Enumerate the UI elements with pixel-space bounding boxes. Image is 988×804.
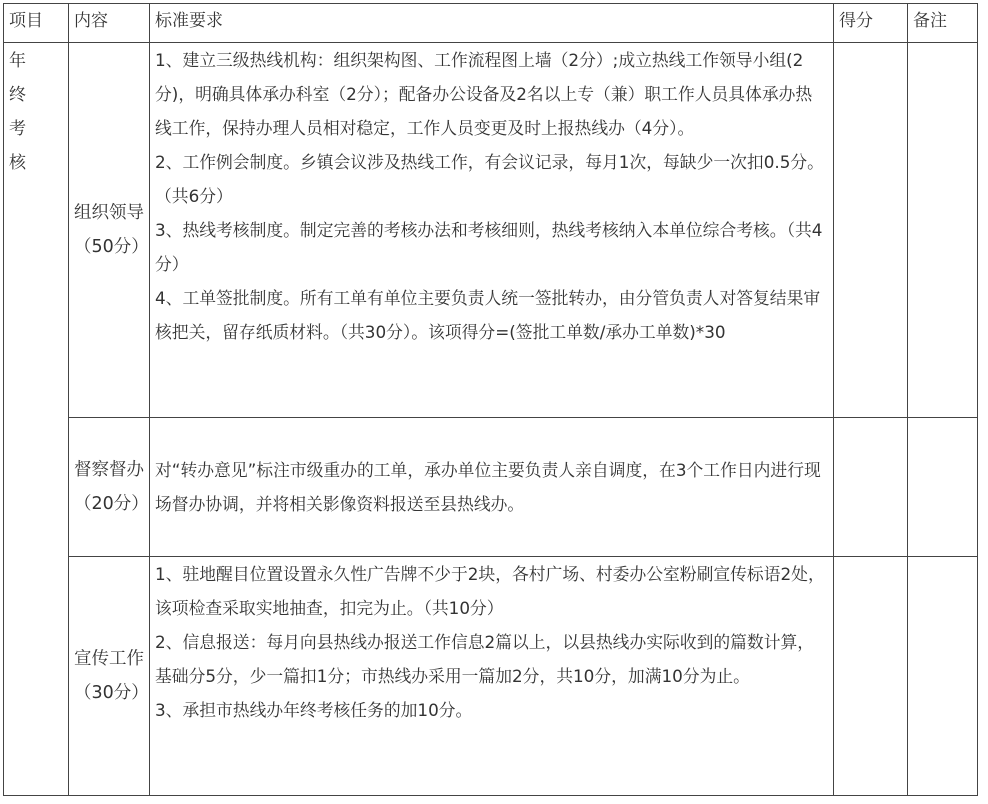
note-cell-publicity	[908, 557, 978, 796]
header-item: 项目	[4, 4, 69, 43]
table-row-publicity	[4, 557, 978, 796]
note-cell-organization	[908, 43, 978, 418]
table-row-organization	[4, 43, 978, 418]
standard-line: 2、信息报送：每月向县热线办报送工作信息2篇以上，以县热线办实际收到的篇数计算，基础分5分，少一篇扣1分；市热线办采用一篇加2分，共10分，加满10分为止。	[155, 632, 815, 686]
standard-line: 2、工作例会制度。乡镇会议涉及热线工作，有会议记录，每月1次，每缺少一次扣0.5分。（共6分）	[155, 152, 824, 206]
item-cell	[4, 43, 69, 796]
item-name: 年终考核	[9, 51, 26, 173]
note-cell-supervision	[908, 418, 978, 557]
header-note: 备注	[908, 4, 978, 43]
header-score: 得分	[834, 4, 908, 43]
content-cell-publicity	[69, 557, 150, 796]
content-cell-supervision	[69, 418, 150, 557]
header-content: 内容	[69, 4, 150, 43]
standard-cell-publicity	[150, 557, 834, 796]
standard-cell-organization	[150, 43, 834, 418]
standard-line: 4、工单签批制度。所有工单有单位主要负责人统一签批转办，由分管负责人对答复结果审核把关，留存纸质材料。（共30分）。该项得分=(签批工单数/承办工单数)*30	[155, 288, 821, 342]
table-row-supervision	[4, 418, 978, 557]
score-cell-publicity	[834, 557, 908, 796]
content-supervision: 督察督办（20分）	[74, 460, 149, 514]
score-cell-organization	[834, 43, 908, 418]
header-standard: 标准要求	[150, 4, 834, 43]
standard-line: 3、热线考核制度。制定完善的考核办法和考核细则，热线考核纳入本单位综合考核。（共4分）	[155, 220, 823, 274]
standard-line: 1、建立三级热线机构：组织架构图、工作流程图上墙（2分）;成立热线工作领导小组(2分)，明确具体承办科室（2分）；配备办公设备及2名以上专（兼）职工作人员具体承办热线工作，保持办理人员相对稳定，工作人员变更及时上报热线办（4分）。	[155, 50, 813, 138]
content-cell-organization	[69, 43, 150, 418]
content-organization: 组织领导（50分）	[74, 203, 149, 257]
standard-line: 3、承担市热线办年终考核任务的加10分。	[155, 700, 473, 720]
assessment-table	[3, 3, 978, 796]
standard-line: 1、驻地醒目位置设置永久性广告牌不少于2块，各村广场、村委办公室粉刷宣传标语2处，该项检查采取实地抽查，扣完为止。（共10分）	[155, 564, 825, 618]
header-row	[4, 4, 978, 43]
score-cell-supervision	[834, 418, 908, 557]
standard-cell-supervision	[150, 418, 834, 557]
standard-line: 对“转办意见”标注市级重办的工单，承办单位主要负责人亲自调度，在3个工作日内进行现场督办协调，并将相关影像资料报送至县热线办。	[155, 460, 821, 514]
content-publicity: 宣传工作（30分）	[74, 649, 149, 703]
